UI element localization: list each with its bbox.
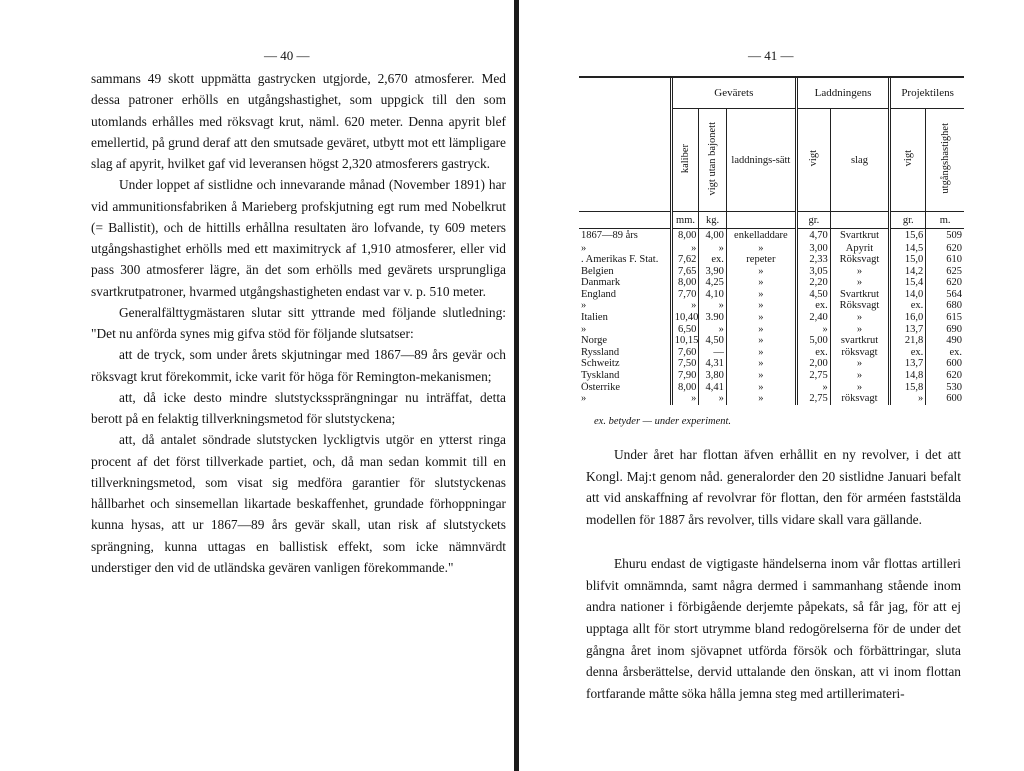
table-row [579, 382, 964, 394]
table-cell: » [726, 382, 796, 394]
table-cell: 680 [926, 300, 964, 312]
left-page-number: — 40 — [264, 48, 310, 63]
table-cell: » [699, 393, 727, 405]
table-row [579, 289, 964, 301]
table-cell: 7,70 [671, 289, 699, 301]
group-header-projektilens: Projektilens [890, 78, 964, 109]
left-paragraph: Under loppet af sistlidne och innevarande månad (November 1891) har vid ammunitionsfabriken å Marieberg profskjutning egt rum med Nobelkrut (= Ballistit), och de hittills erhållna resultaten äro lofvande, ty 609 meters utgångshastighet erhölls med ett maximitryck af 1,910 atmosferer, eller vid pass 300 atmosferer lägre, än det som erhölls med gevärets ursprungliga svartkrutpatroner, hvarmed utgångshastigheten endast var v. p. 510 meter. [91, 177, 506, 299]
column-header-projektil-vigt: vigt [890, 109, 926, 212]
table-cell: » [830, 312, 889, 324]
table-cell: repeter [726, 254, 796, 266]
table-cell: » [830, 370, 889, 382]
table-cell: 530 [926, 382, 964, 394]
country-cell: » [581, 300, 587, 312]
table-cell: — [699, 347, 727, 359]
table-cell: 13,7 [890, 358, 926, 370]
table-row [579, 312, 964, 324]
table-cell: 4,50 [699, 335, 727, 347]
table-cell: 690 [926, 324, 964, 336]
table-cell: » [796, 382, 830, 394]
table-row [579, 229, 964, 243]
table-cell: 14,2 [890, 266, 926, 278]
table-footnote: ex. betyder — under experiment. [594, 416, 732, 427]
table-cell: 2,75 [796, 393, 830, 405]
table-cell: » [830, 358, 889, 370]
right-paragraph: Ehuru endast de vigtigaste händelserna inom vår flottas artilleri blifvit omnämnda, samt några dermed i sammanhang stående inom andra nationer i förbigående derjemte påpekats, så får jag, för att ej upptaga allt för stort utrymme bland redogörelserna för de under det gångna året inom sjövapnet utförda försök och förbättringar, sluta denna årsberättelse, dervid uttalande den önskan, att vi inom flottan fortfarande måtte söka hålla jemna steg med artillerimateri- [586, 555, 961, 702]
table-cell: ex. [796, 300, 830, 312]
table-cell: ex. [890, 300, 926, 312]
table-cell: » [830, 277, 889, 289]
table-cell: 21,8 [890, 335, 926, 347]
table-cell: » [726, 358, 796, 370]
table-body [579, 229, 964, 405]
table-cell: » [671, 393, 699, 405]
table-cell: » [726, 277, 796, 289]
column-header-kaliber: kaliber [671, 109, 699, 212]
table-cell: 4,31 [699, 358, 727, 370]
table-cell: 600 [926, 358, 964, 370]
left-paragraph: att, då icke desto mindre slutstyckssprängningar nu inträffat, detta berott på en felaktig tillverkningsmetod för slutstyckena; [91, 389, 506, 426]
table-row [579, 300, 964, 312]
table-cell: 4,25 [699, 277, 727, 289]
table-corner [579, 109, 671, 212]
table-cell: » [726, 370, 796, 382]
table-cell: 2,40 [796, 312, 830, 324]
unit-cell: mm. [671, 212, 699, 229]
table-cell: 7,60 [671, 347, 699, 359]
column-header-utgangshastighet: utgångshastighet [926, 109, 964, 212]
table-cell: ex. [796, 347, 830, 359]
country-cell: England [581, 288, 616, 300]
table-cell: 2,75 [796, 370, 830, 382]
table-cell: 14,5 [890, 243, 926, 255]
table-cell: 600 [926, 393, 964, 405]
table-cell: Röksvagt [830, 254, 889, 266]
right-paragraph: Under året har flottan äfven erhållit en ny revolver, i det att Kongl. Maj:t genom nåd. generalorder den 20 sistlidne Januari befalt att vid anskaffning af revolvrar för flottan, den för arméen faststälda modellen för 1887 års revolver, tills vidare skall vara gällande. [586, 447, 961, 528]
table-cell: svartkrut [830, 335, 889, 347]
table-row [579, 347, 964, 359]
table-cell: 16,0 [890, 312, 926, 324]
table-cell: » [671, 300, 699, 312]
table-cell: ex. [926, 347, 964, 359]
table-cell: 14,0 [890, 289, 926, 301]
table-cell: 615 [926, 312, 964, 324]
table-cell: Apyrit [830, 243, 889, 255]
table-row [579, 266, 964, 278]
table-cell: » [796, 324, 830, 336]
table-cell: 625 [926, 266, 964, 278]
table-cell: 2,00 [796, 358, 830, 370]
country-cell: » [581, 393, 587, 405]
country-cell: Tyskland [581, 370, 620, 382]
right-page-text [586, 444, 961, 705]
table-row [579, 277, 964, 289]
table-cell: Röksvagt [830, 300, 889, 312]
table-cell: 3,80 [699, 370, 727, 382]
book-gutter [514, 0, 519, 771]
table-cell: 6,50 [671, 324, 699, 336]
country-cell: Österrike [581, 381, 621, 393]
table-cell: 564 [926, 289, 964, 301]
table-cell: 13,7 [890, 324, 926, 336]
table-cell: » [726, 289, 796, 301]
table-cell: 7,90 [671, 370, 699, 382]
table-cell: » [726, 300, 796, 312]
table-cell: 8,00 [671, 229, 699, 243]
table-cell: 15,8 [890, 382, 926, 394]
table-cell: » [726, 347, 796, 359]
country-cell: Belgien [581, 265, 614, 277]
table-row [579, 243, 964, 255]
unit-cell: gr. [796, 212, 830, 229]
group-header-laddningens: Laddningens [796, 78, 889, 109]
table-cell: » [830, 382, 889, 394]
table-cell: enkelladdare [726, 229, 796, 243]
group-header-gevarets: Gevärets [671, 78, 796, 109]
country-cell: » [581, 323, 587, 335]
country-cell: Ryssland [581, 346, 620, 358]
table-cell: » [726, 393, 796, 405]
table-cell: 3,05 [796, 266, 830, 278]
unit-cell [579, 212, 671, 229]
left-paragraph: att, då antalet söndrade slutstycken lyckligtvis utgör en ytterst ringa procent af det först tillverkade partiet, och, då man sedan kommit till en tillverkningsmetod, som visat sig medföra garantier för slutstyckenas hållbarhet och sinsemellan likartade beskaffenhet, grundade förhoppningar kunna hysas, att ur 1867—89 års gevär skall, utan risk af slutstyckets sprängning, kunna uttagas en ballistisk effekt, som icke nämnvärdt understiger den vid de utländska gevären vanligen förekommande." [91, 432, 506, 575]
table-row [579, 254, 964, 266]
table-row [579, 393, 964, 405]
country-cell: » [581, 242, 587, 254]
table-cell: 7,50 [671, 358, 699, 370]
table-cell: » [726, 335, 796, 347]
table-row [579, 370, 964, 382]
table-cell: » [830, 266, 889, 278]
table-cell: » [671, 243, 699, 255]
table-cell: Svartkrut [830, 229, 889, 243]
table-cell: 620 [926, 243, 964, 255]
table-cell: 2,33 [796, 254, 830, 266]
table-cell: 15,0 [890, 254, 926, 266]
unit-cell: gr. [890, 212, 926, 229]
right-page-number: — 41 — [748, 48, 794, 63]
country-cell: 1867—89 års [581, 229, 638, 241]
table-cell: » [699, 243, 727, 255]
table-cell: 7,62 [671, 254, 699, 266]
table-cell: 5,00 [796, 335, 830, 347]
column-header-laddningssatt: laddnings-sätt [726, 109, 796, 212]
table-cell: 3,00 [796, 243, 830, 255]
rifle-comparison-table [579, 76, 964, 405]
left-page-text [91, 68, 506, 578]
table-cell: 8,00 [671, 382, 699, 394]
table-cell: 620 [926, 277, 964, 289]
table-cell: » [726, 324, 796, 336]
column-header-slag: slag [830, 109, 889, 212]
table-cell: röksvagt [830, 347, 889, 359]
left-paragraph: sammans 49 skott uppmätta gastrycken utgjorde, 2,670 atmosferer. Med dessa patroner erhölls en utgångshastighet, som uppgick till den som utomlands erhålles med röksvagt krut, näml. 620 meter. Denna apyrit blef emellertid, på grund deraf att den smutsade geväret, utbytt mot ett lämpligare slag af apyrit, hvilket gaf vid leveransen högst 2,320 atmosferers gastryck. [91, 71, 506, 171]
table-cell: röksvagt [830, 393, 889, 405]
table-cell: 509 [926, 229, 964, 243]
table-cell: 490 [926, 335, 964, 347]
table-cell: ex. [890, 347, 926, 359]
table-cell: 10,15 [671, 335, 699, 347]
table-row [579, 324, 964, 336]
table-cell: 10,40 [671, 312, 699, 324]
table-cell: 3,90 [699, 266, 727, 278]
column-header-vigt-utan-bajonett: vigt utan bajonett [699, 109, 727, 212]
table-cell: 610 [926, 254, 964, 266]
table-cell: » [726, 243, 796, 255]
unit-cell: kg. [699, 212, 727, 229]
column-header-laddning-vigt: vigt [796, 109, 830, 212]
table-cell: » [726, 312, 796, 324]
table-cell: » [890, 393, 926, 405]
table-row [579, 335, 964, 347]
table-cell: 4,00 [699, 229, 727, 243]
unit-cell [726, 212, 796, 229]
table-cell: 14,8 [890, 370, 926, 382]
table-cell: 7,65 [671, 266, 699, 278]
left-paragraph: att de tryck, som under årets skjutningar med 1867—89 års gevär och röksvagt krut förekommit, icke varit för höga för Remington-mekanismen; [91, 347, 506, 384]
unit-cell: m. [926, 212, 964, 229]
table-cell: 3.90 [699, 312, 727, 324]
table-cell: 4,10 [699, 289, 727, 301]
table-cell: Svartkrut [830, 289, 889, 301]
table-corner [579, 78, 671, 109]
country-cell: Italien [581, 312, 608, 324]
table-cell: » [830, 324, 889, 336]
table-cell: 2,20 [796, 277, 830, 289]
table-cell: 4,70 [796, 229, 830, 243]
left-paragraph: Generalfälttygmästaren slutar sitt yttrande med följande slutledning: "Det nu anförda synes mig gifva stöd för följande slutsatser: [91, 304, 506, 341]
table-cell: » [699, 324, 727, 336]
country-cell: . Amerikas F. Stat. [581, 254, 659, 266]
table-row [579, 358, 964, 370]
table-cell: 4,41 [699, 382, 727, 394]
table-cell: 620 [926, 370, 964, 382]
country-cell: Danmark [581, 277, 621, 289]
country-cell: Norge [581, 335, 608, 347]
table-cell: 15,6 [890, 229, 926, 243]
table-cell: 15,4 [890, 277, 926, 289]
table-cell: 4,50 [796, 289, 830, 301]
unit-cell [830, 212, 889, 229]
table-cell: » [699, 300, 727, 312]
table-cell: 8,00 [671, 277, 699, 289]
table-cell: » [726, 266, 796, 278]
table-cell: ex. [699, 254, 727, 266]
country-cell: Schweitz [581, 358, 620, 370]
